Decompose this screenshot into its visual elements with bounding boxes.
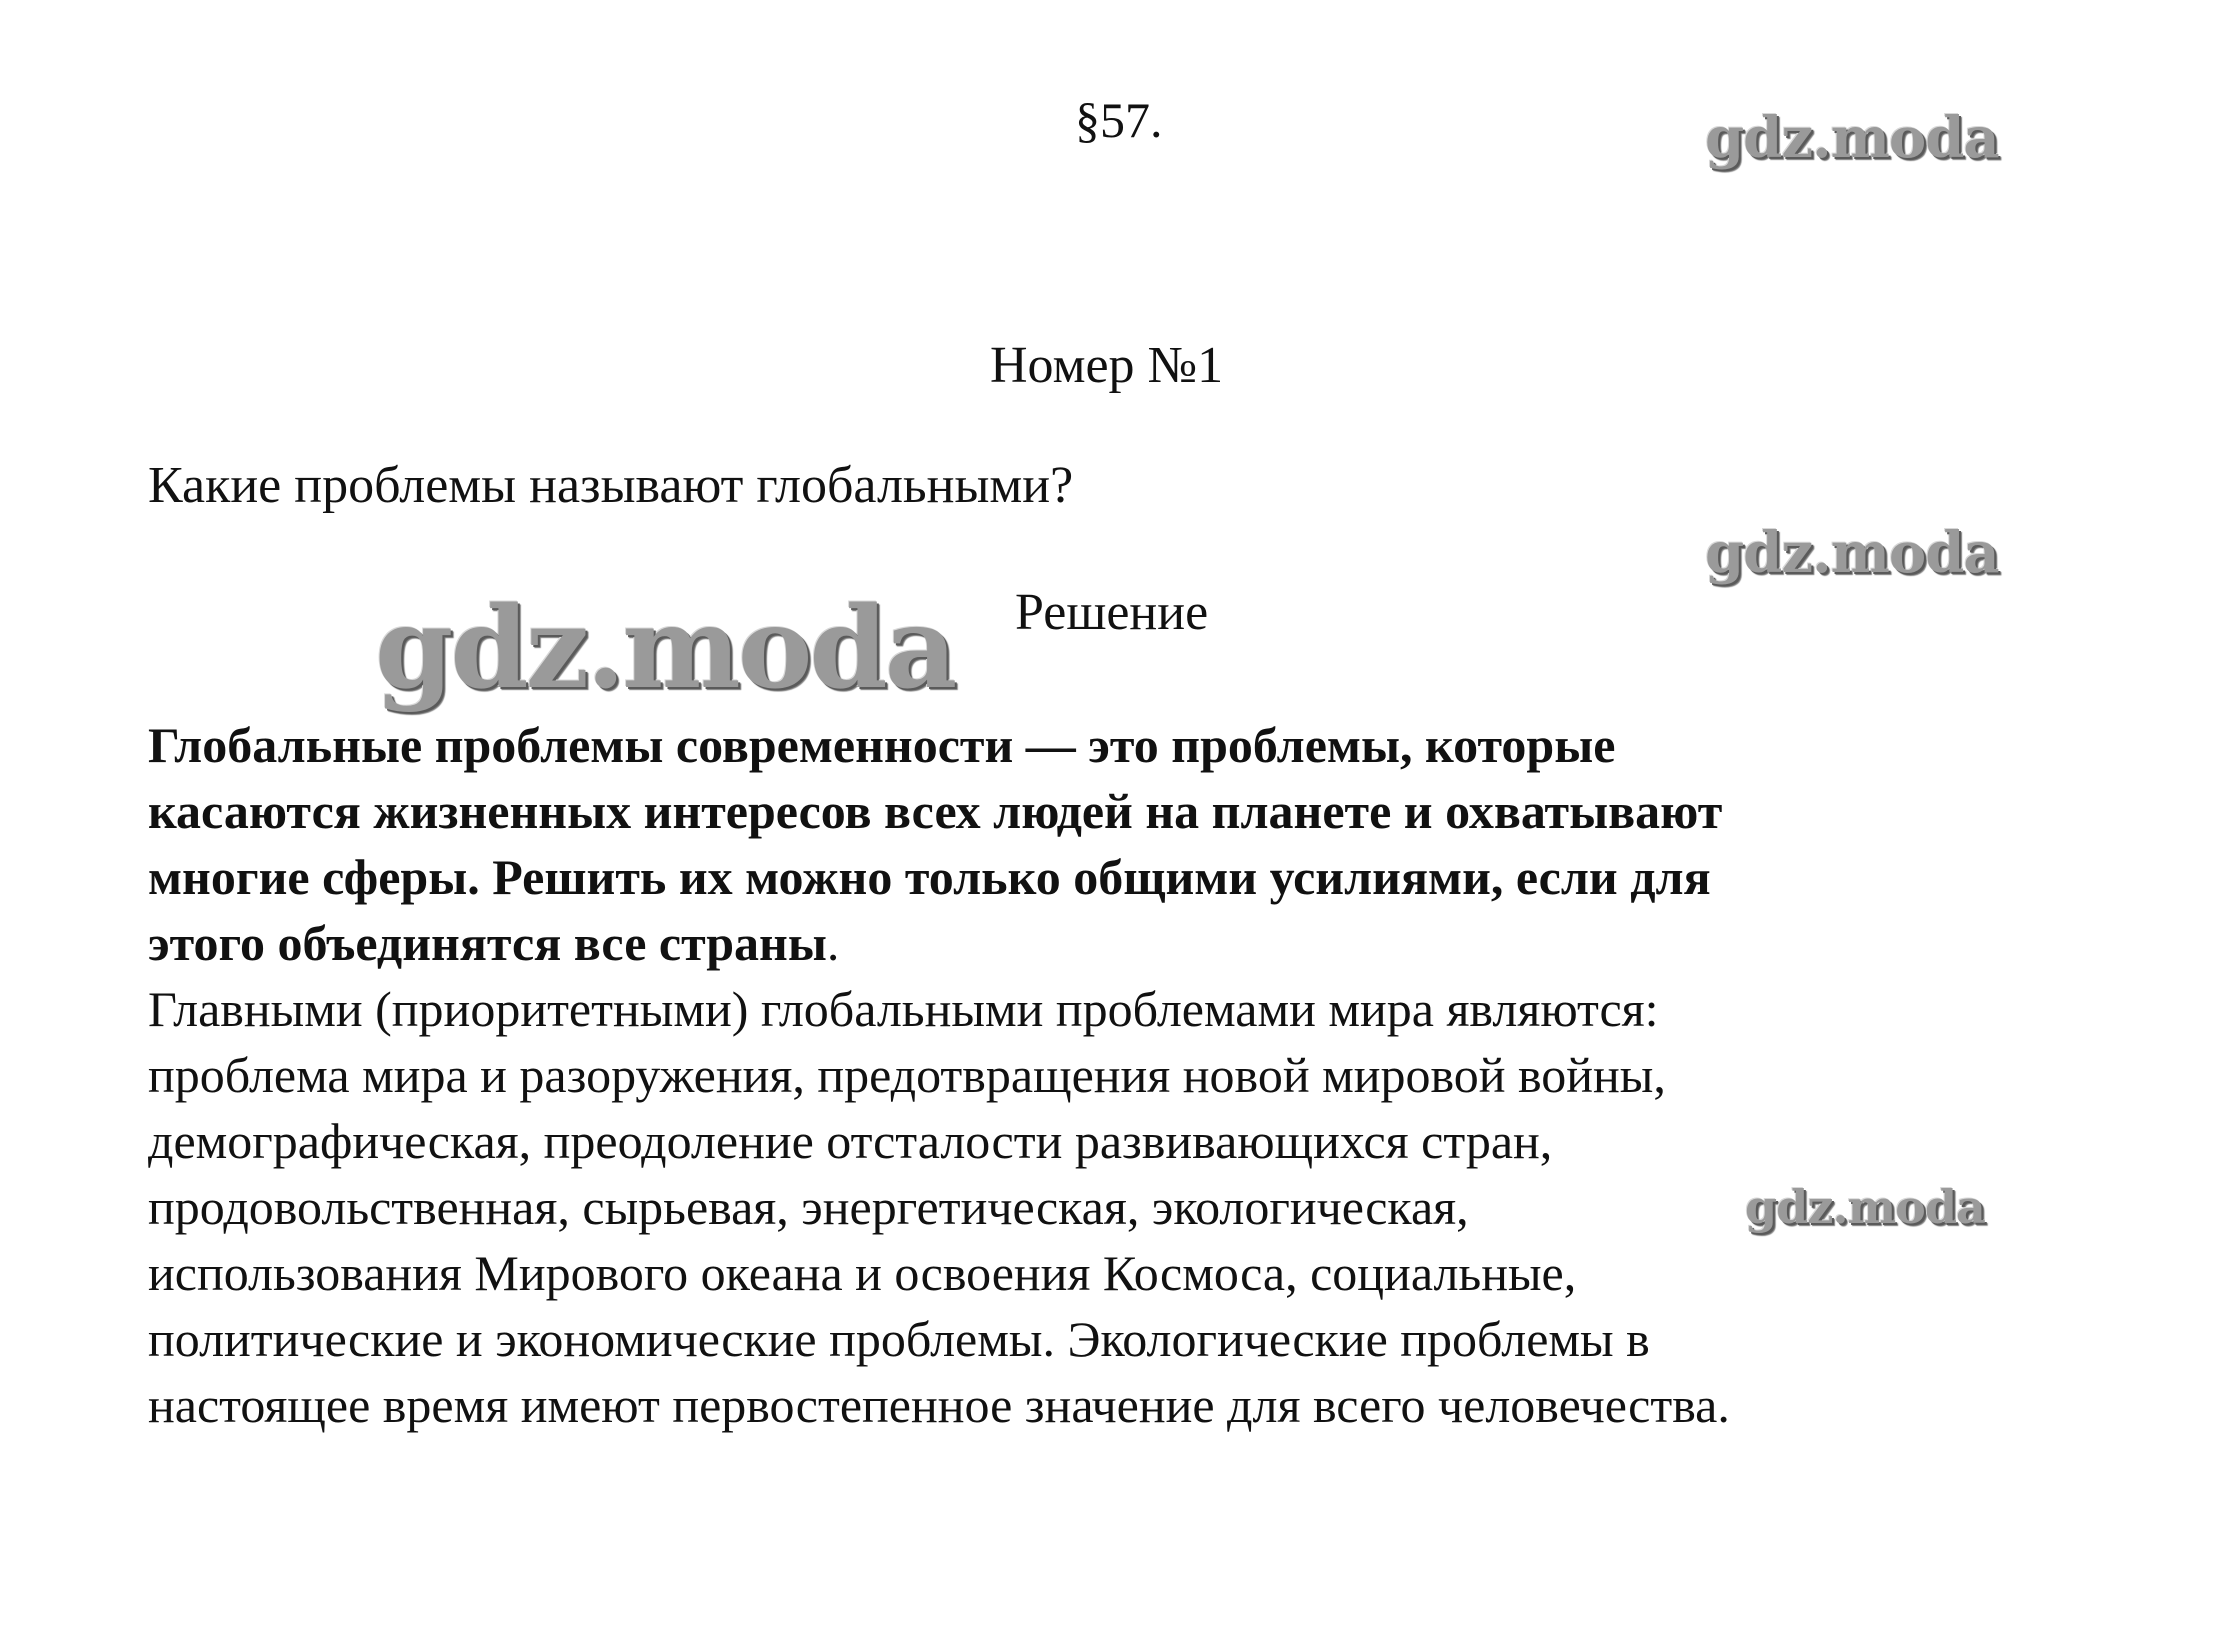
answer-bold-text: этого объединятся все страны — [148, 915, 827, 971]
watermark-logo: gdz.moda — [1705, 520, 1999, 586]
watermark-logo: gdz.moda — [1745, 1180, 1985, 1234]
answer-line: проблема мира и разоружения, предотвращения новой мировой войны, — [148, 1047, 1666, 1103]
answer-block — [148, 712, 2198, 1438]
answer-line: использования Мирового океана и освоения Космоса, социальные, — [148, 1245, 1577, 1301]
answer-line: демографическая, преодоление отсталости развивающихся стран, — [148, 1113, 1553, 1169]
answer-line: политические и экономические проблемы. Экологические проблемы в — [148, 1311, 1650, 1367]
answer-line: Главными (приоритетными) глобальными проблемами мира являются: — [148, 981, 1659, 1037]
question-text: Какие проблемы называют глобальными? — [148, 457, 1074, 514]
task-heading: Номер №1 — [990, 337, 1224, 394]
answer-line: продовольственная, сырьевая, энергетическая, экологическая, — [148, 1179, 1469, 1235]
answer-bold-line: многие сферы. Решить их можно только общими усилиями, если для — [148, 849, 1711, 905]
answer-line: настоящее время имеют первостепенное значение для всего человечества. — [148, 1377, 1730, 1433]
answer-bold-tail: . — [826, 915, 840, 971]
solution-label: Решение — [1015, 584, 1209, 641]
watermark-logo: gdz.moda — [375, 583, 955, 714]
watermark-logo: gdz.moda — [1705, 105, 1999, 171]
answer-bold-line-last — [148, 910, 2198, 976]
answer-bold-line: касаются жизненных интересов всех людей на планете и охватывают — [148, 783, 1723, 839]
answer-bold-line: Глобальные проблемы современности — это проблемы, которые — [148, 717, 1616, 773]
section-heading: §57. — [1075, 92, 1163, 148]
